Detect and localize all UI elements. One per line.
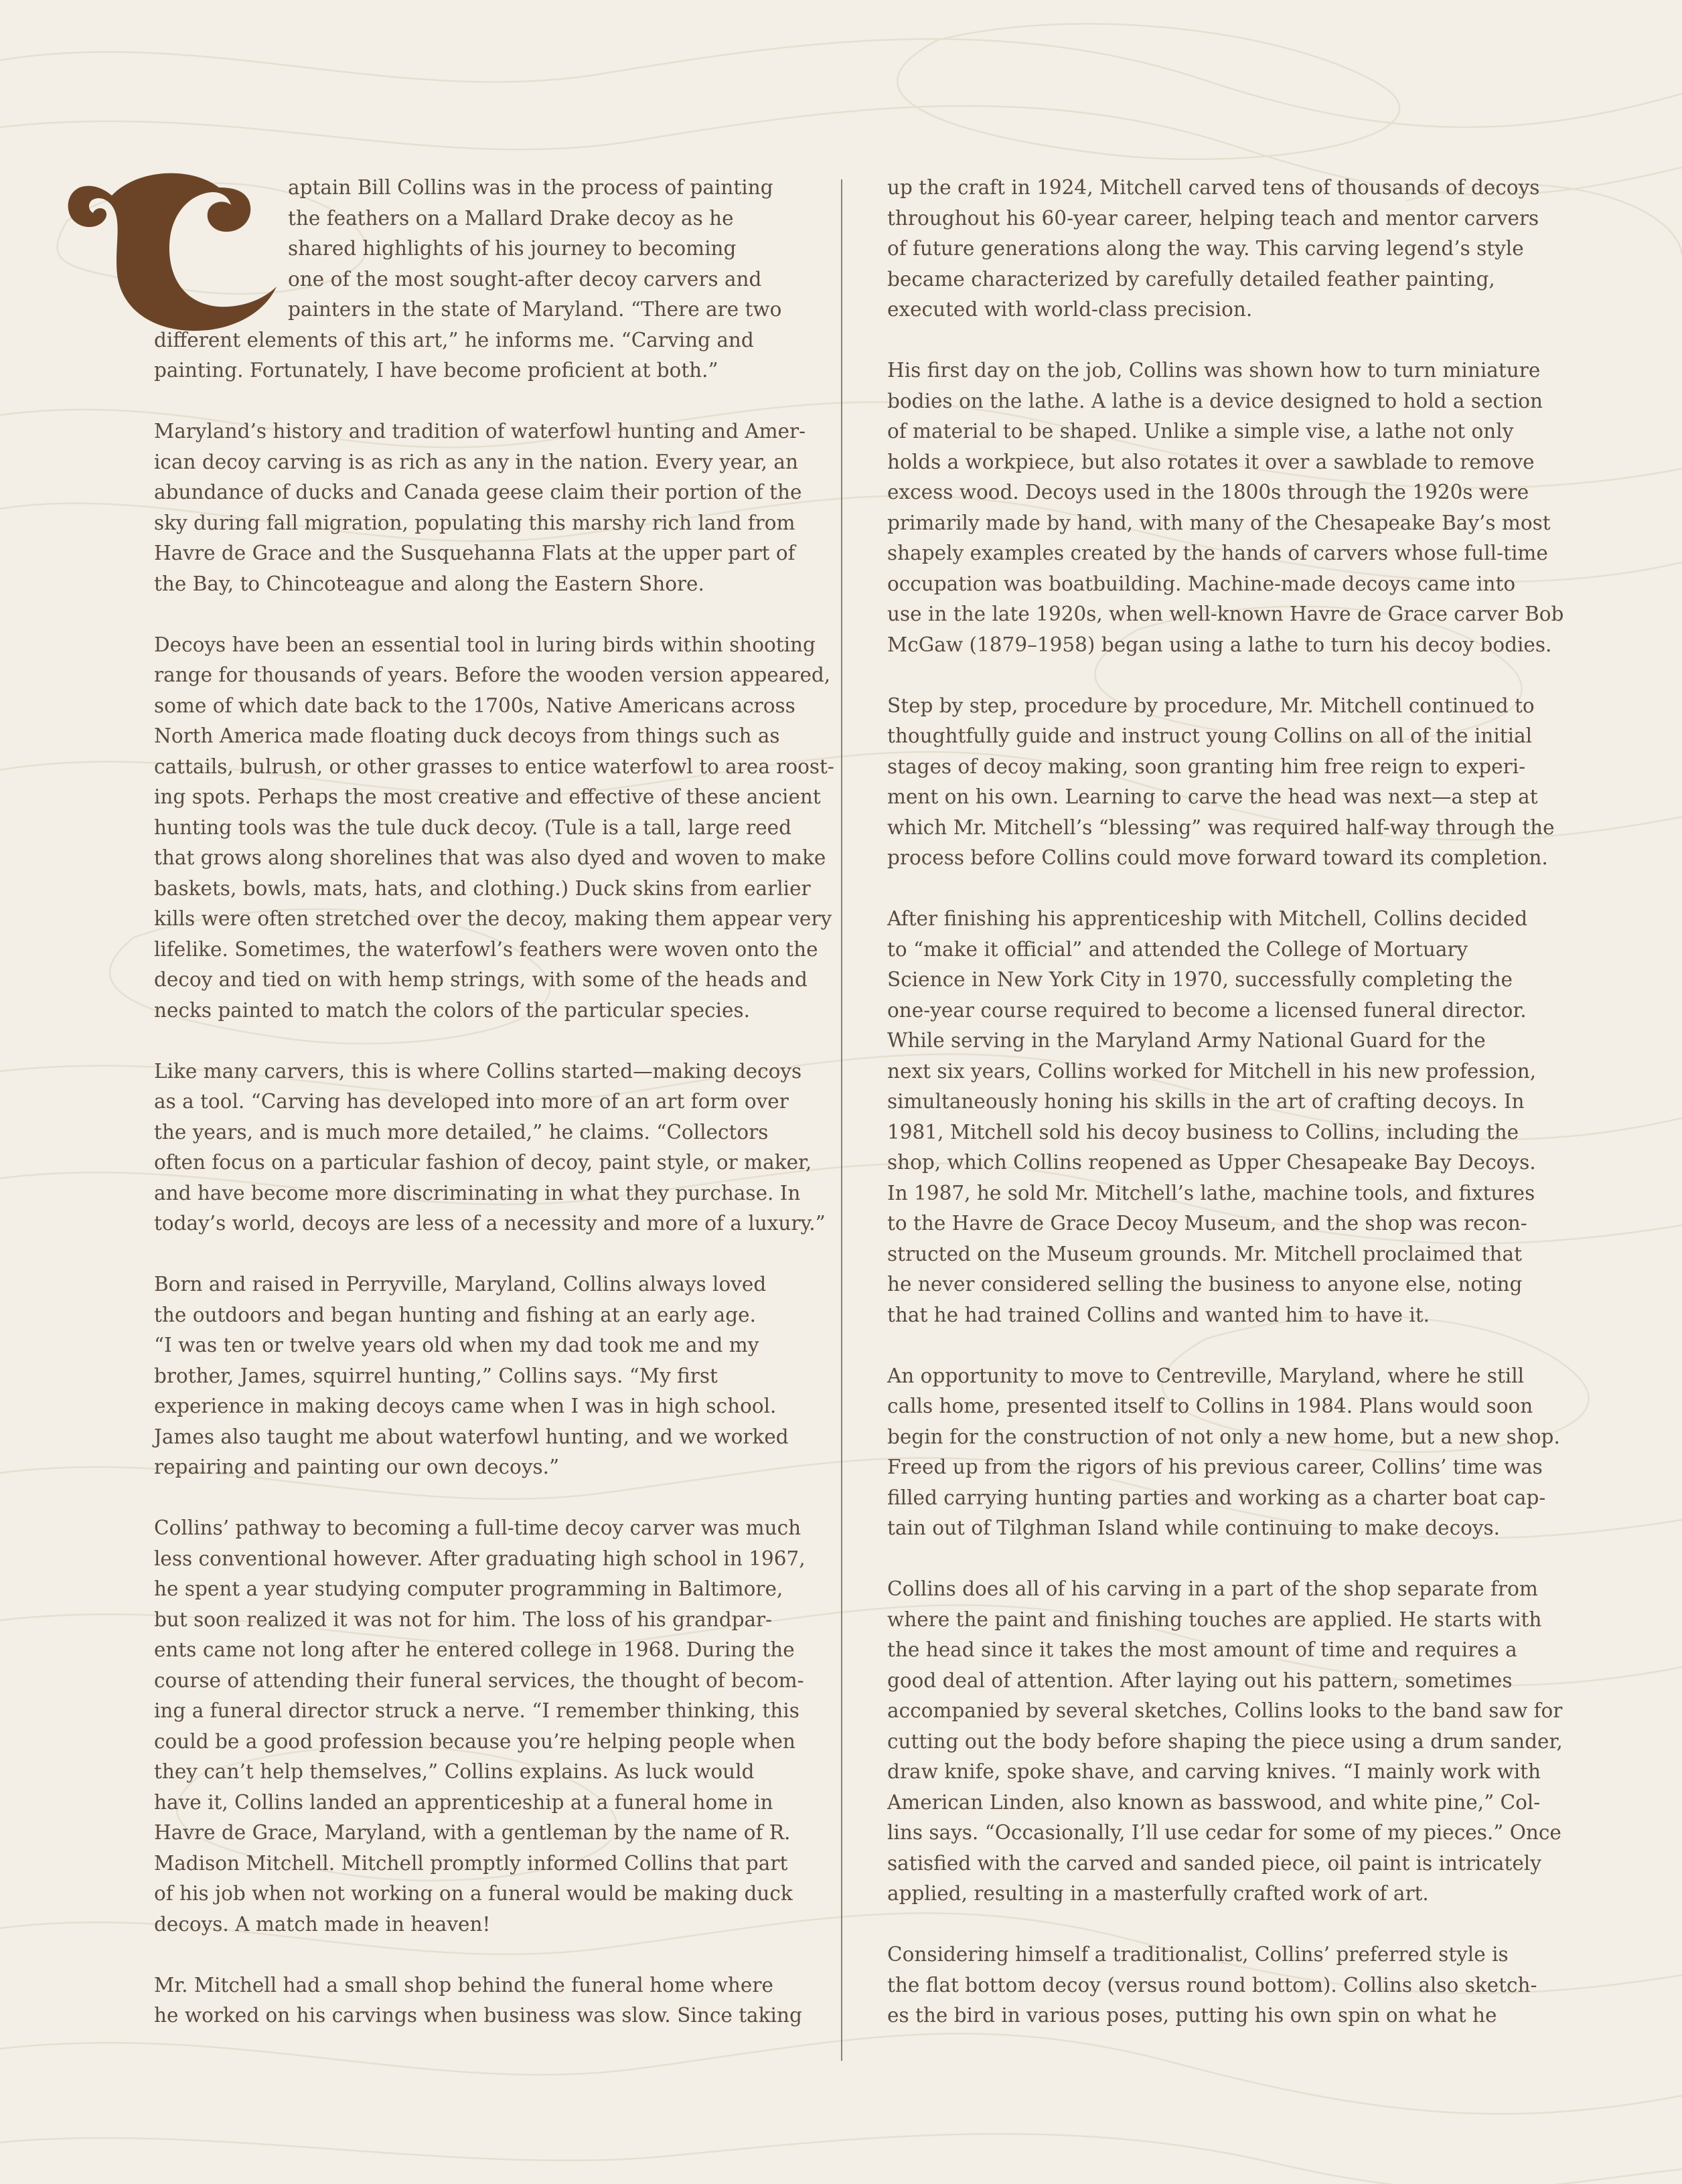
text-line: excess wood. Decoys used in the 1800s through the 1920s were xyxy=(887,481,1529,503)
text-line: McGaw (1879–1958) began using a lathe to turn his decoy bodies. xyxy=(887,633,1552,656)
text-line: es the bird in various poses, putting his own spin on what he xyxy=(887,2004,1497,2027)
text-line: they can’t help themselves,” Collins explains. As luck would xyxy=(154,1760,755,1783)
article-paragraph xyxy=(887,356,1564,660)
text-line: experience in making decoys came when I was in high school. xyxy=(154,1395,777,1417)
text-line: ment on his own. Learning to carve the head was next—a step at xyxy=(887,785,1538,808)
text-line: but soon realized it was not for him. The loss of his grandpar- xyxy=(154,1608,773,1631)
text-line: that he had trained Collins and wanted him to have it. xyxy=(887,1303,1430,1326)
text-line: calls home, presented itself to Collins in 1984. Plans would soon xyxy=(887,1395,1533,1417)
text-line: brother, James, squirrel hunting,” Collins says. “My first xyxy=(154,1364,718,1387)
text-line: range for thousands of years. Before the wooden version appeared, xyxy=(154,664,831,686)
text-line: aptain Bill Collins was in the process of painting xyxy=(288,176,773,199)
text-line: After finishing his apprenticeship with Mitchell, Collins decided xyxy=(887,907,1528,930)
text-line: Step by step, procedure by procedure, Mr. Mitchell continued to xyxy=(887,694,1535,717)
text-line: “I was ten or twelve years old when my dad took me and my xyxy=(154,1334,759,1356)
text-line: Freed up from the rigors of his previous career, Collins’ time was xyxy=(887,1456,1543,1478)
text-line: he spent a year studying computer programming in Baltimore, xyxy=(154,1577,783,1600)
text-line: where the paint and finishing touches are applied. He starts with xyxy=(887,1608,1542,1631)
text-line: today’s world, decoys are less of a necessity and more of a luxury.” xyxy=(154,1212,826,1235)
text-line: process before Collins could move forward toward its completion. xyxy=(887,846,1548,869)
text-line: kills were often stretched over the decoy, making them appear very xyxy=(154,907,832,930)
text-line: accompanied by several sketches, Collins looks to the band saw for xyxy=(887,1699,1563,1722)
text-line: became characterized by carefully detailed feather painting, xyxy=(887,267,1495,291)
text-line: some of which date back to the 1700s, Native Americans across xyxy=(154,694,795,717)
text-line: necks painted to match the colors of the particular species. xyxy=(154,998,750,1022)
text-line: American Linden, also known as basswood, and white pine,” Col- xyxy=(887,1790,1541,1814)
text-line: shared highlights of his journey to becoming xyxy=(288,237,737,260)
text-line: stages of decoy making, soon granting him free reign to experi- xyxy=(887,755,1526,778)
text-line: next six years, Collins worked for Mitchell in his new profession, xyxy=(887,1059,1537,1083)
text-line: Decoys have been an essential tool in luring birds within shooting xyxy=(154,633,816,656)
text-line: one of the most sought-after decoy carvers and xyxy=(288,267,762,291)
text-line: executed with world-class precision. xyxy=(887,298,1253,321)
text-line: repairing and painting our own decoys.” xyxy=(154,1456,560,1478)
right-column xyxy=(887,173,1564,2061)
text-line: Madison Mitchell. Mitchell promptly informed Collins that part xyxy=(154,1851,788,1875)
text-line: draw knife, spoke shave, and carving knives. “I mainly work with xyxy=(887,1760,1541,1783)
text-line: and have become more discriminating in what they purchase. In xyxy=(154,1181,801,1204)
text-line: shapely examples created by the hands of carvers whose full-time xyxy=(887,542,1548,564)
text-line: have it, Collins landed an apprenticeship at a funeral home in xyxy=(154,1790,773,1814)
text-line: lins says. “Occasionally, I’ll use cedar for some of my pieces.” Once xyxy=(887,1821,1561,1844)
article-paragraph xyxy=(154,1513,824,1940)
text-line: Considering himself a traditionalist, Collins’ preferred style is xyxy=(887,1943,1509,1966)
text-line: James also taught me about waterfowl hunting, and we worked xyxy=(154,1425,789,1448)
text-line: Havre de Grace and the Susquehanna Flats at the upper part of xyxy=(154,542,795,564)
article-paragraph xyxy=(154,416,824,599)
text-line: Science in New York City in 1970, successfully completing the xyxy=(887,968,1513,991)
text-line: Born and raised in Perryville, Maryland, Collins always loved xyxy=(154,1273,767,1296)
text-line: An opportunity to move to Centreville, Maryland, where he still xyxy=(887,1364,1525,1387)
text-line: bodies on the lathe. A lathe is a device designed to hold a section xyxy=(887,389,1543,412)
text-line: ing spots. Perhaps the most creative and effective of these ancient xyxy=(154,785,821,808)
text-line: the years, and is much more detailed,” he claims. “Collectors xyxy=(154,1120,769,1144)
text-line: applied, resulting in a masterfully crafted work of art. xyxy=(887,1882,1429,1905)
text-line: of future generations along the way. This carving legend’s style xyxy=(887,237,1524,260)
text-line: primarily made by hand, with many of the Chesapeake Bay’s most xyxy=(887,511,1551,534)
text-line: sky during fall migration, populating this marshy rich land from xyxy=(154,511,795,534)
text-line: to “make it official” and attended the College of Mortuary xyxy=(887,937,1468,961)
text-line: painting. Fortunately, I have become proficient at both.” xyxy=(154,359,718,382)
column-rule xyxy=(841,179,842,2061)
text-line: course of attending their funeral services, the thought of becom- xyxy=(154,1668,804,1692)
text-line: Havre de Grace, Maryland, with a gentleman by the name of R. xyxy=(154,1821,791,1844)
article-paragraph xyxy=(154,1970,824,2031)
text-line: Collins does all of his carving in a part of the shop separate from xyxy=(887,1577,1538,1600)
text-line: often focus on a particular fashion of decoy, paint style, or maker, xyxy=(154,1151,812,1174)
text-line: holds a workpiece, but also rotates it over a sawblade to remove xyxy=(887,450,1535,473)
article-paragraph xyxy=(887,173,1557,325)
text-line: which Mr. Mitchell’s “blessing” was required half-way through the xyxy=(887,815,1555,839)
text-line: up the craft in 1924, Mitchell carved tens of thousands of decoys xyxy=(887,176,1540,199)
text-line: thoughtfully guide and instruct young Collins on all of the initial xyxy=(887,724,1533,747)
text-line: less conventional however. After graduating high school in 1967, xyxy=(154,1547,806,1570)
article-paragraph xyxy=(887,904,1557,1330)
text-line: simultaneously honing his skills in the art of crafting decoys. In xyxy=(887,1090,1525,1113)
text-line: painters in the state of Maryland. “There are two xyxy=(288,298,782,321)
text-line: that grows along shorelines that was also dyed and woven to make xyxy=(154,846,826,869)
text-line: abundance of ducks and Canada geese claim their portion of the xyxy=(154,481,802,503)
text-line: tain out of Tilghman Island while continuing to make decoys. xyxy=(887,1516,1501,1539)
text-line: the feathers on a Mallard Drake decoy as he xyxy=(288,206,734,230)
text-line: ents came not long after he entered college in 1968. During the xyxy=(154,1638,795,1661)
text-line: one-year course required to become a licensed funeral director. xyxy=(887,998,1527,1022)
text-line: His first day on the job, Collins was shown how to turn miniature xyxy=(887,359,1541,382)
text-line: cutting out the body before shaping the piece using a drum sander, xyxy=(887,1729,1563,1753)
article-paragraph xyxy=(887,1574,1563,1909)
text-line: decoy and tied on with hemp strings, with some of the heads and xyxy=(154,968,808,991)
text-line: could be a good profession because you’re helping people when xyxy=(154,1729,795,1753)
text-line: to the Havre de Grace Decoy Museum, and the shop was recon- xyxy=(887,1212,1527,1235)
text-line: ican decoy carving is as rich as any in the nation. Every year, an xyxy=(154,450,798,473)
text-line: ing a funeral director struck a nerve. “I remember thinking, this xyxy=(154,1699,799,1722)
article-paragraph xyxy=(154,173,824,386)
text-line: throughout his 60-year career, helping teach and mentor carvers xyxy=(887,206,1539,230)
text-line: begin for the construction of not only a new home, but a new shop. xyxy=(887,1425,1560,1448)
text-line: of material to be shaped. Unlike a simple vise, a lathe not only xyxy=(887,420,1514,443)
text-line: In 1987, he sold Mr. Mitchell’s lathe, machine tools, and fixtures xyxy=(887,1181,1535,1204)
left-column xyxy=(154,173,834,2061)
text-line: as a tool. “Carving has developed into more of an art form over xyxy=(154,1090,789,1113)
text-line: Like many carvers, this is where Collins started—making decoys xyxy=(154,1059,802,1083)
text-line: he worked on his carvings when business was slow. Since taking xyxy=(154,2004,802,2027)
text-line: the head since it takes the most amount of time and requires a xyxy=(887,1638,1517,1661)
text-line: lifelike. Sometimes, the waterfowl’s feathers were woven onto the xyxy=(154,937,818,961)
text-line: good deal of attention. After laying out his pattern, sometimes xyxy=(887,1668,1513,1692)
text-line: Collins’ pathway to becoming a full-time decoy carver was much xyxy=(154,1516,801,1539)
text-line: decoys. A match made in heaven! xyxy=(154,1912,491,1936)
text-line: the outdoors and began hunting and fishing at an early age. xyxy=(154,1303,756,1326)
text-line: different elements of this art,” he informs me. “Carving and xyxy=(154,328,754,352)
text-line: of his job when not working on a funeral would be making duck xyxy=(154,1882,793,1905)
text-line: Maryland’s history and tradition of waterfowl hunting and Amer- xyxy=(154,420,806,443)
text-line: the flat bottom decoy (versus round bottom). Collins also sketch- xyxy=(887,1973,1537,1997)
article-paragraph xyxy=(887,1361,1560,1544)
text-line: baskets, bowls, mats, hats, and clothing.) Duck skins from earlier xyxy=(154,876,811,900)
text-line: Mr. Mitchell had a small shop behind the funeral home where xyxy=(154,1973,773,1997)
text-line: filled carrying hunting parties and working as a charter boat cap- xyxy=(887,1486,1546,1509)
text-line: While serving in the Maryland Army National Guard for the xyxy=(887,1029,1486,1052)
article-paragraph xyxy=(154,1269,824,1483)
text-line: shop, which Collins reopened as Upper Chesapeake Bay Decoys. xyxy=(887,1151,1536,1174)
text-line: the Bay, to Chincoteague and along the Eastern Shore. xyxy=(154,572,704,595)
text-line: satisfied with the carved and sanded piece, oil paint is intricately xyxy=(887,1851,1541,1875)
text-line: 1981, Mitchell sold his decoy business to Collins, including the xyxy=(887,1120,1519,1144)
text-line: structed on the Museum grounds. Mr. Mitchell proclaimed that xyxy=(887,1242,1522,1265)
text-line: hunting tools was the tule duck decoy. (Tule is a tall, large reed xyxy=(154,815,792,839)
article-paragraph xyxy=(887,691,1557,874)
article-paragraph xyxy=(154,1057,824,1239)
text-line: North America made floating duck decoys from things such as xyxy=(154,724,780,747)
article-paragraph xyxy=(154,630,834,1026)
article-paragraph xyxy=(887,1940,1557,2031)
text-line: cattails, bulrush, or other grasses to entice waterfowl to area roost- xyxy=(154,755,834,778)
text-line: use in the late 1920s, when well-known Havre de Grace carver Bob xyxy=(887,603,1564,625)
text-line: occupation was boatbuilding. Machine-made decoys came into xyxy=(887,572,1516,595)
text-line: he never considered selling the business to anyone else, noting xyxy=(887,1273,1523,1296)
